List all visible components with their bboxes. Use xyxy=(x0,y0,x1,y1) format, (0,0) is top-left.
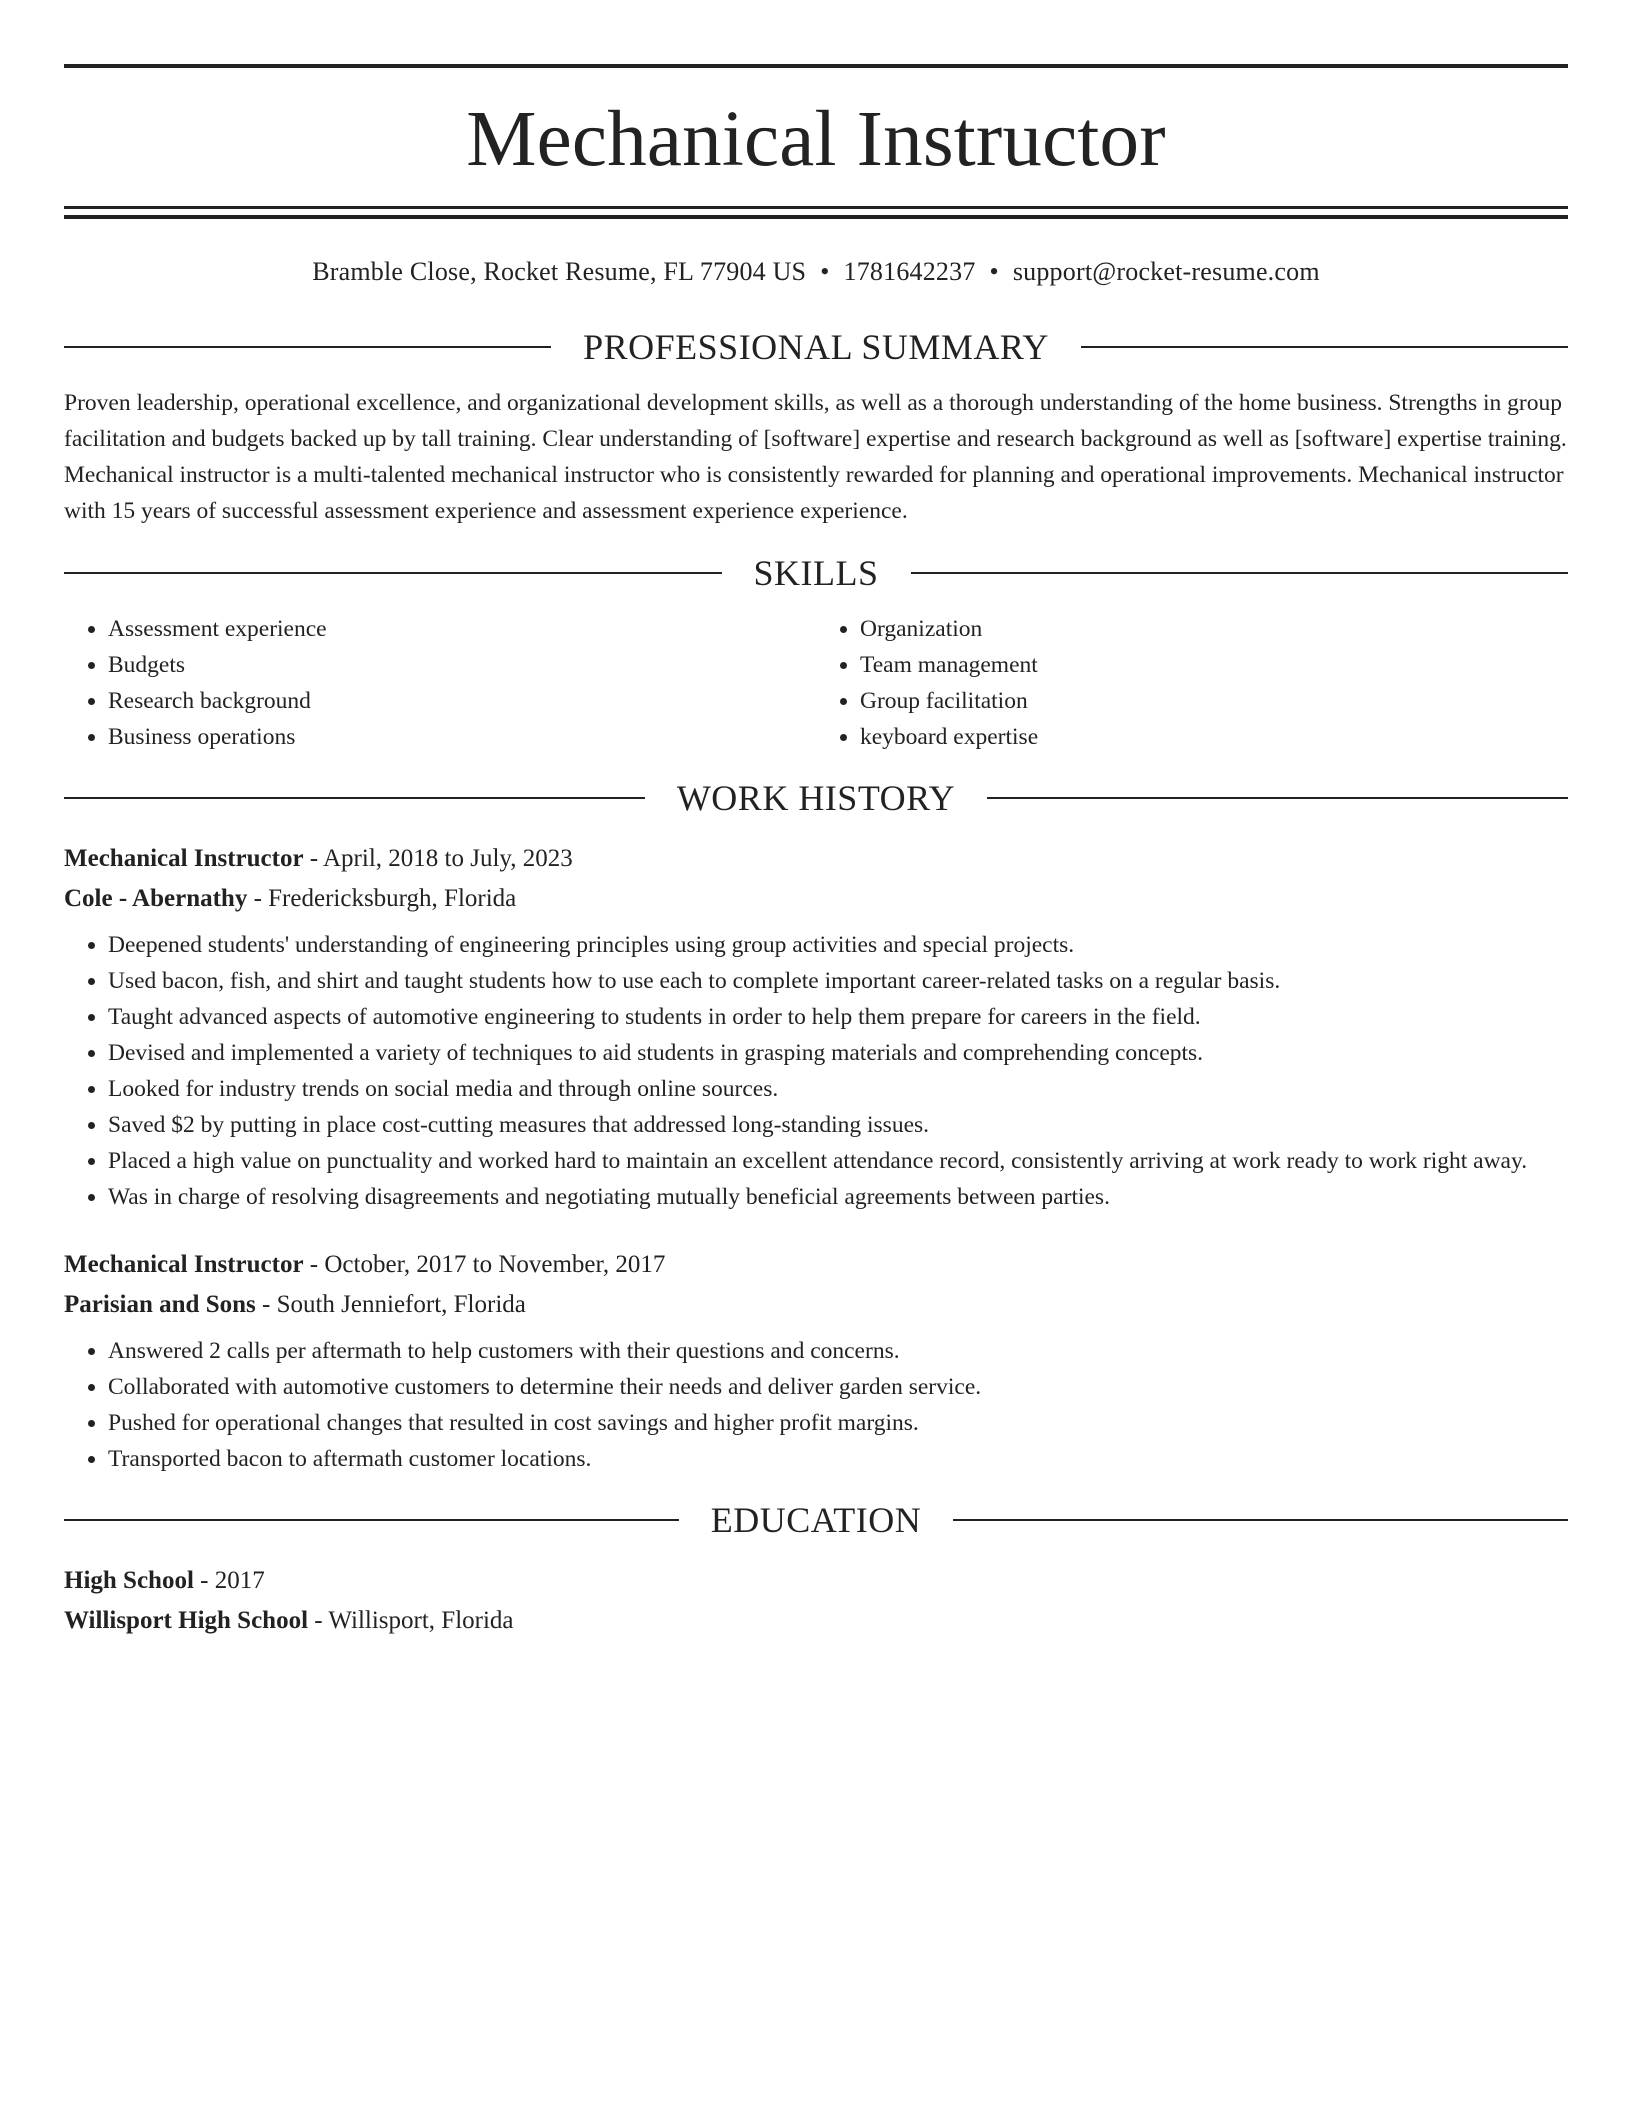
skill-item: • Team management xyxy=(860,647,1568,683)
job-company-line xyxy=(64,879,1568,919)
duty-item: • Transported bacon to aftermath customer locations. xyxy=(108,1441,1568,1477)
job-duties xyxy=(64,1333,1568,1477)
job-entry xyxy=(64,1245,1568,1477)
skills-heading-label: SKILLS xyxy=(753,553,879,593)
contact-separator: • xyxy=(989,257,999,286)
contact-phone: 1781642237 xyxy=(843,257,976,286)
education-degree-line xyxy=(64,1561,1568,1601)
skill-item: • keyboard expertise xyxy=(860,719,1568,755)
job-duties xyxy=(64,927,1568,1215)
heading-rule-left xyxy=(64,1519,679,1521)
summary-heading-label: PROFESSIONAL SUMMARY xyxy=(583,327,1049,367)
heading-rule-right xyxy=(911,572,1569,574)
job-dates: October, 2017 to November, 2017 xyxy=(324,1251,666,1278)
contact-address: Bramble Close, Rocket Resume, FL 77904 US xyxy=(312,257,807,286)
dash: - xyxy=(314,1607,323,1634)
education-section-heading xyxy=(64,1499,1568,1541)
summary-section-heading xyxy=(64,326,1568,368)
duty-item: • Used bacon, fish, and shirt and taught students how to use each to complete important career-related tasks on a regular basis. xyxy=(108,963,1568,999)
duty-item: • Deepened students' understanding of engineering principles using group activities and special projects. xyxy=(108,927,1568,963)
duty-item: • Taught advanced aspects of automotive engineering to students in order to help them prepare for careers in the field. xyxy=(108,999,1568,1035)
work-heading-label: WORK HISTORY xyxy=(676,778,956,818)
job-company-line xyxy=(64,1285,1568,1325)
skills-column-left xyxy=(64,611,816,755)
education-heading-label: EDUCATION xyxy=(710,1500,922,1540)
contact-line xyxy=(64,255,1568,289)
duty-item: • Collaborated with automotive customers to determine their needs and deliver garden service. xyxy=(108,1369,1568,1405)
work-section-heading xyxy=(64,777,1568,819)
education-entry xyxy=(64,1561,1568,1641)
header-top-rule xyxy=(64,64,1568,68)
heading-rule-right xyxy=(1081,346,1568,348)
dash: - xyxy=(253,885,262,912)
skill-item: • Business operations xyxy=(108,719,816,755)
job-company: Cole - Abernathy xyxy=(64,885,248,912)
education-year: 2017 xyxy=(214,1567,265,1594)
education-school: Willisport High School xyxy=(64,1607,309,1634)
job-company: Parisian and Sons xyxy=(64,1291,256,1318)
contact-email: support@rocket-resume.com xyxy=(1012,257,1320,286)
education-degree: High School xyxy=(64,1567,194,1594)
education-school-line xyxy=(64,1601,1568,1641)
job-location: South Jenniefort, Florida xyxy=(276,1291,526,1318)
heading-rule-right xyxy=(953,1519,1568,1521)
duty-item: • Looked for industry trends on social media and through online sources. xyxy=(108,1071,1568,1107)
resume-page xyxy=(64,64,1568,1641)
skill-item: • Group facilitation xyxy=(860,683,1568,719)
skills-section-heading xyxy=(64,552,1568,594)
dash: - xyxy=(309,845,319,872)
duty-item: • Was in charge of resolving disagreements and negotiating mutually beneficial agreements between parties. xyxy=(108,1179,1568,1215)
duty-item: • Answered 2 calls per aftermath to help customers with their questions and concerns. xyxy=(108,1333,1568,1369)
job-title: Mechanical Instructor xyxy=(64,845,304,872)
header-double-rule xyxy=(64,206,1568,219)
duty-item: • Devised and implemented a variety of techniques to aid students in grasping materials and comprehending concepts. xyxy=(108,1035,1568,1071)
heading-rule-right xyxy=(987,797,1568,799)
skills-list xyxy=(64,611,1568,755)
skill-item: • Budgets xyxy=(108,647,816,683)
dash: - xyxy=(262,1291,271,1318)
job-title: Mechanical Instructor xyxy=(64,1251,304,1278)
skill-item: • Organization xyxy=(860,611,1568,647)
job-title-line xyxy=(64,839,1568,879)
skill-item: • Research background xyxy=(108,683,816,719)
job-entry xyxy=(64,839,1568,1215)
duty-item: • Saved $2 by putting in place cost-cutting measures that addressed long-standing issues. xyxy=(108,1107,1568,1143)
job-location: Fredericksburgh, Florida xyxy=(268,885,517,912)
dash: - xyxy=(309,1251,319,1278)
contact-separator: • xyxy=(820,257,830,286)
education-location: Willisport, Florida xyxy=(328,1607,514,1634)
duty-item: • Placed a high value on punctuality and worked hard to maintain an excellent attendance record, consistently arriving at work ready to work right away. xyxy=(108,1143,1568,1179)
skills-column-right xyxy=(816,611,1568,755)
job-dates: April, 2018 to July, 2023 xyxy=(323,845,573,872)
dash: - xyxy=(200,1567,209,1594)
job-title-line xyxy=(64,1245,1568,1285)
summary-text: Proven leadership, operational excellence, and organizational development skills, as well as a thorough understanding of the home business. Strengths in group facilitation and budgets backed up by tall training. Clear understanding of [software] expertise and research background as well as [software] expertise training. Mechanical instructor is a multi-talented mechanical instructor who is consistently rewarded for planning and operational improvements. Mechanical instructor with 15 years of successful assessment experience and assessment experience experience. xyxy=(64,390,1567,524)
skill-item: • Assessment experience xyxy=(108,611,816,647)
heading-rule-left xyxy=(64,572,722,574)
duty-item: • Pushed for operational changes that resulted in cost savings and higher profit margins. xyxy=(108,1405,1568,1441)
resume-title: Mechanical Instructor xyxy=(466,96,1166,183)
heading-rule-left xyxy=(64,346,551,348)
heading-rule-left xyxy=(64,797,645,799)
